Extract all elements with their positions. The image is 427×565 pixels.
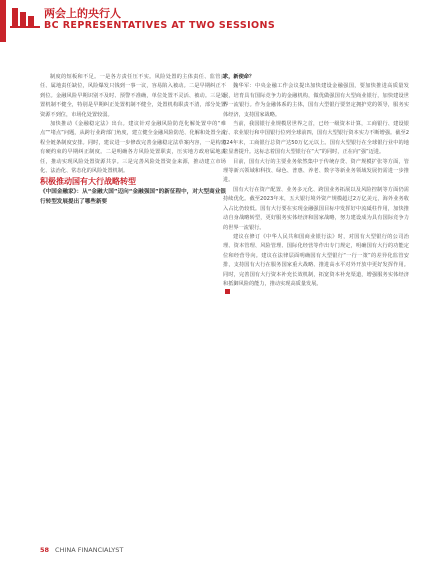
header-title-en: BC REPRESENTATIVES AT TWO SESSIONS: [44, 20, 276, 31]
body-paragraph: 制度的短板和不足。一是各方责任压不实。风险处置的主体责任、监管责任、属地责任缺位，风险爆发只钱到一事一议，容易陷入被动。二是早期纠正不到位。金融风险早期识别不及时、预警不准确，单位处置不灵活、被动。三是处置机制不健全，特别是早期纠正处置机制不健全，处置机构职责不清，部分处置资源不到位，市场化处置较弱。: [40, 74, 226, 118]
right-column: [223, 73, 409, 299]
body-paragraph: 建议在修订《中华人民共和国商业银行法》时，对国有大型银行的公司治理、资本管理、风险管理、国际化经营等作出专门规定，明确国有大行的功能定位和经营导向。建议在法律层面明确国有大型银行“一行一策”的差异化监管安排，支持国有大行在服务国家重大战略、推进高水平对外开放中更好发挥作用。同时，完善国有大行资本补充长效机制，拓宽资本补充渠道，增强服务实体经济和抵御风险的能力，推动实现高质量发展。: [223, 233, 409, 287]
page-footer: [40, 546, 123, 554]
body-paragraph: 加快推动《金融稳定法》出台。建议针对金融风险防范化解处置中的“难点”“堵点”问题，从跨行业跨部门角度，建立健全金融风险防范、化解和处置全流程全链条制度安排。同时，建议进一步修改完善金融稳定法草案内容，一是构建有硬约束的早期纠正制度。二是明确各方风险处置职责，压实地方政府属地责任，推动实现风险处置资源共享。三是完善风险处置资金来源，推动建立市场化、法治化、常态化的风险处置机制。: [40, 121, 226, 175]
article-end-mark: [225, 289, 230, 294]
section-title: 积极推动国有大行战略转型: [40, 177, 136, 187]
body-paragraph: 当前，我国银行业规模居世界之首，已经一级资本计算，工商银行、建设银行、农业银行和中国银行位列全球前四，国有大型银行资本实力不断增强。截至2024年末，工商银行总资产达50万亿元以上。国有大型银行在全球银行业中的地位显著提升。这标志着国有大型银行在“大”的同时，正在向“强”迈进。: [223, 121, 409, 156]
header-accent-bar: [0, 0, 6, 42]
section-logo-icon: [10, 5, 40, 29]
body-paragraph: 国有大行在资产配置、业务多元化、跨国业务拓展以及风险控制等方面仍需持续优化。截至2023年末，五大银行境外资产规模超过2万亿美元，海外业务收入占比仍较低。国有大行要在实现金融强国目标中发挥好中流砥柱作用，加快推动自身战略转型，更好服务实体经济和国家战略，努力建设成为具有国际竞争力的世界一流银行。: [223, 186, 409, 231]
publication-name: CHINA FINANCIALYST: [55, 546, 124, 554]
section-lead-question: 《中国金融家》：从“金融大国”迈向“金融强国”的新征程中，对大型商业银行转型发展提出了哪些新要: [40, 189, 226, 206]
body-paragraph: 目前，国有大行的主要业务依然集中于传统存贷、资产规模扩张等方面，管理等新兴领域和科技、绿色、普惠、养老、数字等新业务领域发展仍需进一步推进。: [223, 158, 409, 184]
left-column: [40, 73, 226, 208]
page-number: 58: [40, 546, 50, 554]
question-continuation: 求，新使命？: [223, 74, 255, 80]
header-title-cn: 两会上的央行人: [44, 7, 121, 20]
body-paragraph: 魏华军：中央金融工作会议提出加快建设金融强国，要加快推进高质量发展，培育具有国际竞争力的金融机构，做优做强国有大型商业银行，加快建设世界一流银行。作为金融体系的主体，国有大型银行要坚定拥护党的领导，服务实体经济，支持国家战略。: [223, 83, 409, 118]
